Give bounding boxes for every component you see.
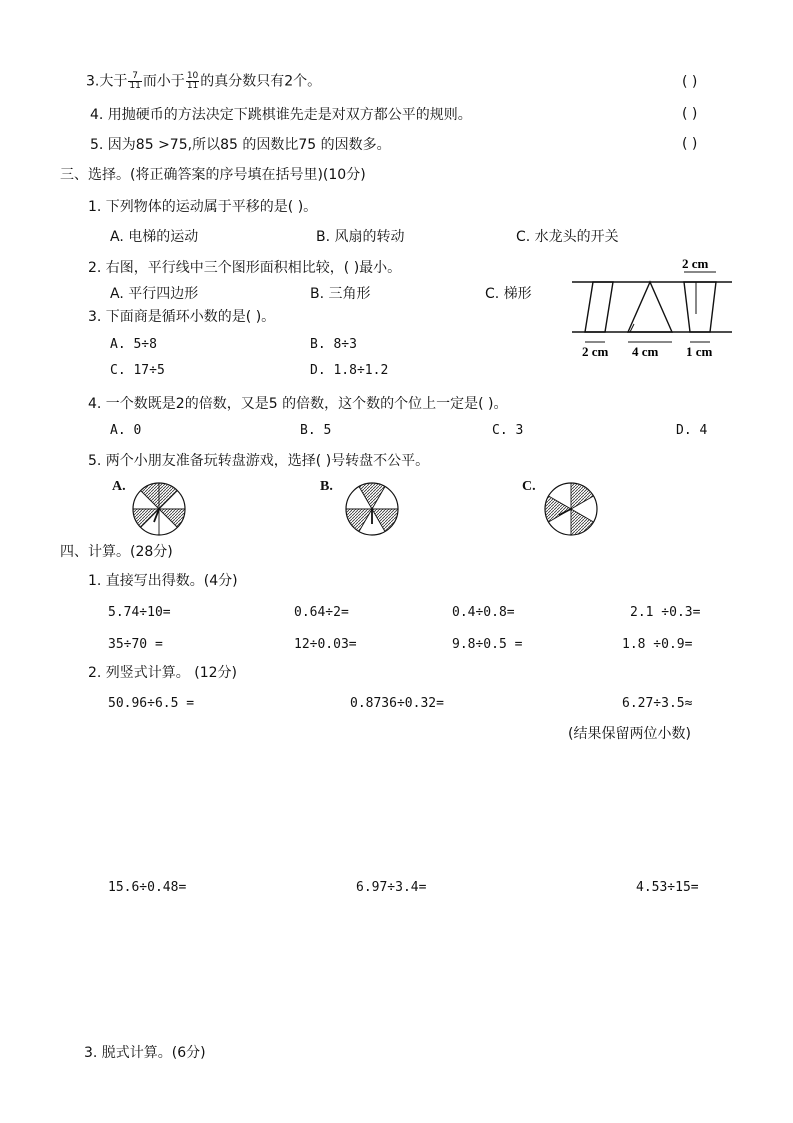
calc-item: 6.97÷3.4= — [356, 880, 427, 895]
choice-option[interactable]: C. 梯形 — [485, 286, 532, 302]
calc-item: 50.96÷6.5 = — [108, 696, 195, 711]
fraction-7-11: $\frac{7}{11}$ — [129, 71, 141, 91]
spinner-a[interactable] — [130, 480, 188, 538]
calc-item: 35÷70 = — [108, 637, 163, 652]
choice-q3-stem: 3. 下面商是循环小数的是( )。 — [88, 309, 276, 325]
choice-option[interactable]: B. 5 — [300, 423, 332, 438]
calc-item: 6.27÷3.5≈ — [622, 696, 693, 711]
choice-option[interactable]: A. 平行四边形 — [110, 286, 199, 302]
choice-q1-stem: 1. 下列物体的运动属于平移的是( )。 — [88, 199, 318, 215]
dimension-trapezoid: 1 cm — [686, 344, 713, 359]
choice-option[interactable]: A. 0 — [110, 423, 142, 438]
spinner-label-c[interactable]: C. — [522, 479, 536, 494]
choice-q2-stem: 2. 右图，平行线中三个图形面积相比较，( )最小。 — [88, 260, 402, 276]
choice-option[interactable]: B. 8÷3 — [310, 337, 357, 352]
judge-q5: 5. 因为85 >75,所以85 的因数比75 的因数多。 — [90, 137, 391, 153]
calc-item: 0.64÷2= — [294, 605, 349, 620]
spinner-b[interactable] — [343, 480, 401, 538]
choice-q4-stem: 4. 一个数既是2的倍数，又是5 的倍数，这个数的个位上一定是( )。 — [88, 396, 508, 412]
choice-option[interactable]: A. 电梯的运动 — [110, 229, 199, 245]
section-title: 三、选择。(将正确答案的序号填在括号里)(10分) — [60, 167, 366, 183]
calc-sub3-title: 3. 脱式计算。(6分) — [84, 1045, 206, 1061]
section-title: 四、计算。(28分) — [60, 544, 173, 560]
calc-item: 15.6÷0.48= — [108, 880, 187, 895]
choice-option[interactable]: D. 1.8÷1.2 — [310, 363, 389, 378]
answer-paren[interactable]: ( ) — [682, 106, 698, 122]
calc-item: 1.8 ÷0.9= — [622, 637, 693, 652]
choice-option[interactable]: C. 3 — [492, 423, 524, 438]
judge-q3: 3.大于 $\frac{7}{11}$ 而小于 $\frac{10}{11}$ 的真分数只有2个。 — [86, 71, 322, 91]
calc-item: 12÷0.03= — [294, 637, 357, 652]
spinner-c[interactable] — [542, 480, 600, 538]
calc-item: 4.53÷15= — [636, 880, 699, 895]
rounding-note: (结果保留两位小数) — [568, 726, 691, 742]
choice-option[interactable]: A. 5÷8 — [110, 337, 157, 352]
spinner-label-b[interactable]: B. — [320, 479, 333, 494]
choice-q5-stem: 5. 两个小朋友准备玩转盘游戏，选择( )号转盘不公平。 — [88, 453, 430, 469]
dimension-parallelogram: 2 cm — [582, 344, 609, 359]
judge-q4: 4. 用抛硬币的方法决定下跳棋谁先走是对双方都公平的规则。 — [90, 107, 472, 123]
calc-item: 5.74÷10= — [108, 605, 171, 620]
calc-item: 0.8736÷0.32= — [350, 696, 444, 711]
choice-option[interactable]: B. 风扇的转动 — [316, 229, 405, 245]
answer-paren[interactable]: ( ) — [682, 136, 698, 152]
choice-option[interactable]: B. 三角形 — [310, 286, 371, 302]
calc-item: 9.8÷0.5 = — [452, 637, 523, 652]
choice-option[interactable]: C. 水龙头的开关 — [516, 229, 619, 245]
calc-sub1-title: 1. 直接写出得数。(4分) — [88, 573, 238, 589]
choice-option[interactable]: C. 17÷5 — [110, 363, 165, 378]
spinner-label-a[interactable]: A. — [112, 479, 126, 494]
dimension-triangle: 4 cm — [632, 344, 659, 359]
calc-sub2-title: 2. 列竖式计算。 (12分) — [88, 665, 237, 681]
parallel-lines-figure — [570, 254, 735, 364]
dimension-top: 2 cm — [682, 256, 709, 271]
choice-option[interactable]: D. 4 — [676, 423, 708, 438]
answer-paren[interactable]: ( ) — [682, 74, 698, 90]
calc-item: 0.4÷0.8= — [452, 605, 515, 620]
calc-item: 2.1 ÷0.3= — [630, 605, 701, 620]
fraction-10-11: $\frac{10}{11}$ — [186, 71, 199, 91]
